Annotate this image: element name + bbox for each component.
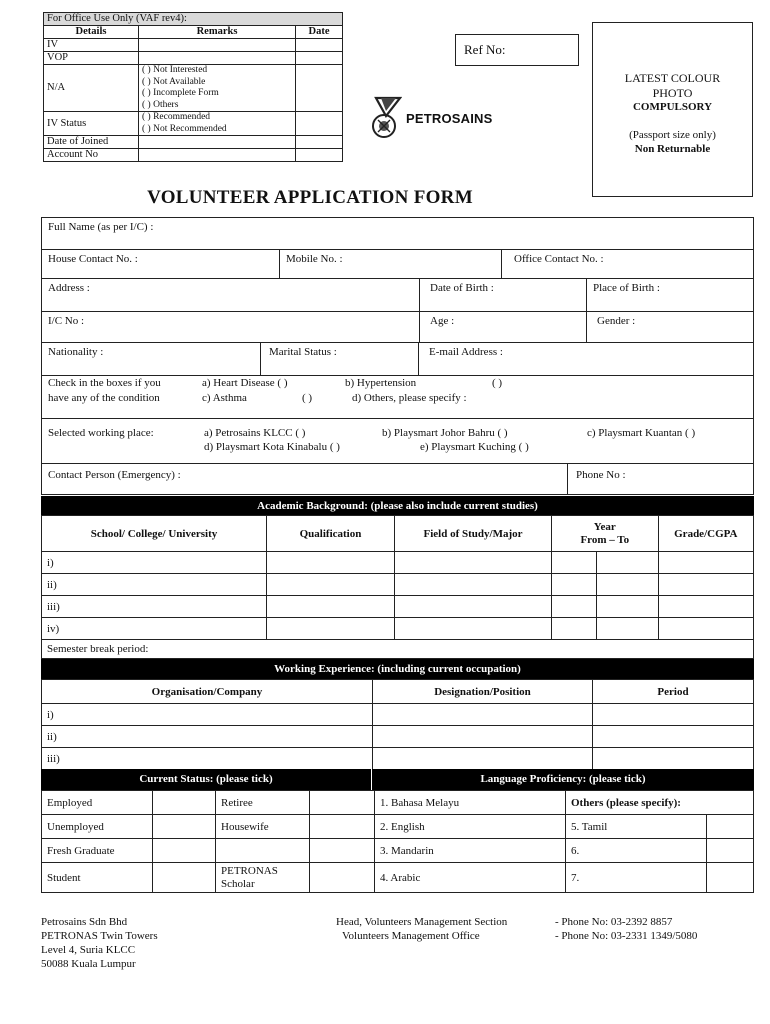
work-cell[interactable] <box>593 748 754 770</box>
work-header-designation: Designation/Position <box>373 680 593 704</box>
photo-line4: (Passport size only) <box>629 129 716 141</box>
office-row-iv: IV <box>44 39 139 52</box>
language-item: 4. Arabic <box>375 863 566 893</box>
ic-row <box>41 311 754 343</box>
workplace-option-e[interactable]: e) Playsmart Kuching ( ) <box>420 441 529 453</box>
status-item: PETRONAS Scholar <box>216 863 310 893</box>
dob-field[interactable] <box>419 279 586 311</box>
work-cell[interactable] <box>373 704 593 726</box>
na-option[interactable]: ( ) Not Available <box>142 76 206 87</box>
academic-header-field: Field of Study/Major <box>395 516 552 552</box>
academic-header-school: School/ College/ University <box>42 516 267 552</box>
footer-address <box>41 915 158 971</box>
photo-line3: COMPULSORY <box>632 101 713 113</box>
academic-cell[interactable] <box>395 552 552 574</box>
academic-cell[interactable] <box>597 596 659 618</box>
office-joined-remarks[interactable] <box>139 136 296 149</box>
academic-cell[interactable] <box>552 552 597 574</box>
pob-label: Place of Birth : <box>593 282 660 294</box>
nationality-row <box>41 342 754 376</box>
footer-phone: - Phone No: 03-2331 1349/5080 <box>555 930 698 942</box>
academic-cell[interactable] <box>395 574 552 596</box>
health-row <box>41 375 754 419</box>
footer-line: Petrosains Sdn Bhd <box>41 916 128 928</box>
workplace-row <box>41 418 754 464</box>
academic-cell[interactable] <box>395 618 552 640</box>
status-tick-box[interactable] <box>310 863 375 893</box>
marital-field[interactable] <box>260 343 418 375</box>
academic-cell[interactable] <box>658 596 753 618</box>
office-joined-date[interactable] <box>296 136 343 149</box>
office-header-date: Date <box>296 26 343 39</box>
status-item: Fresh Graduate <box>42 839 153 863</box>
language-others-label: Others (please specify): <box>566 791 754 815</box>
dob-label: Date of Birth : <box>430 282 494 294</box>
office-use-table <box>43 12 343 162</box>
status-tick-box[interactable] <box>153 863 216 893</box>
nationality-label: Nationality : <box>48 346 104 358</box>
academic-cell[interactable] <box>267 574 395 596</box>
language-other-item[interactable]: 6. <box>566 839 707 863</box>
office-row-iv-status: IV Status <box>44 112 139 136</box>
status-item <box>216 839 310 863</box>
logo-text: PETROSAINS <box>406 110 493 126</box>
status-language-bar <box>41 769 754 790</box>
petrosains-logo <box>372 96 493 140</box>
academic-row-label: iii) <box>42 596 267 618</box>
footer-line: 50088 Kuala Lumpur <box>41 958 136 970</box>
emergency-row <box>41 463 754 495</box>
footer-phone: - Phone No: 03-2392 8857 <box>555 916 673 928</box>
academic-bar: Academic Background: (please also include current studies) <box>41 496 754 516</box>
full-name-row[interactable] <box>41 217 754 250</box>
office-iv-status-options[interactable] <box>139 112 296 136</box>
status-tick-box[interactable] <box>153 839 216 863</box>
academic-cell[interactable] <box>658 574 753 596</box>
status-tick-box[interactable] <box>153 791 216 815</box>
office-contact-field[interactable] <box>501 250 753 278</box>
year-label: Year <box>593 520 616 533</box>
status-item: Retiree <box>216 791 310 815</box>
language-other-item[interactable]: 5. Tamil <box>566 815 707 839</box>
work-header-period: Period <box>593 680 754 704</box>
academic-cell[interactable] <box>597 552 659 574</box>
workplace-option-c[interactable]: c) Playsmart Kuantan ( ) <box>587 427 696 439</box>
academic-cell[interactable] <box>552 596 597 618</box>
emergency-phone-field[interactable] <box>567 464 753 494</box>
health-label-1: Check in the boxes if you <box>48 377 161 389</box>
status-tick-box[interactable] <box>310 791 375 815</box>
work-cell[interactable] <box>373 748 593 770</box>
status-tick-box[interactable] <box>310 815 375 839</box>
academic-cell[interactable] <box>658 618 753 640</box>
academic-cell[interactable] <box>658 552 753 574</box>
office-account-date[interactable] <box>296 149 343 162</box>
status-item: Housewife <box>216 815 310 839</box>
na-option[interactable]: ( ) Not Interested <box>142 65 208 75</box>
workplace-option-d[interactable]: d) Playsmart Kota Kinabalu ( ) <box>204 441 340 453</box>
academic-row-label: iv) <box>42 618 267 640</box>
photo-line2: PHOTO <box>652 86 693 100</box>
office-header-details: Details <box>44 26 139 39</box>
health-option-b-box[interactable]: ( ) <box>492 377 503 389</box>
language-item: 2. English <box>375 815 566 839</box>
office-iv-status-date[interactable] <box>296 112 343 136</box>
status-tick-box[interactable] <box>310 839 375 863</box>
status-item: Employed <box>42 791 153 815</box>
photo-line5: Non Returnable <box>634 143 711 155</box>
office-row-vop: VOP <box>44 52 139 65</box>
emergency-phone-label: Phone No : <box>576 469 626 481</box>
gender-label: Gender : <box>597 315 636 327</box>
status-bar-label: Current Status: (please tick) <box>139 773 273 785</box>
health-option-d[interactable]: d) Others, please specify : <box>352 392 467 404</box>
office-contact-label: Office Contact No. : <box>514 253 604 265</box>
office-vop-remarks[interactable] <box>139 52 296 65</box>
work-bar: Working Experience: (including current occupation) <box>41 659 754 679</box>
mobile-field[interactable] <box>279 250 501 278</box>
academic-header-grade: Grade/CGPA <box>658 516 753 552</box>
health-label-2: have any of the condition <box>48 392 160 404</box>
form-title: VOLUNTEER APPLICATION FORM <box>147 187 473 208</box>
workplace-option-a[interactable]: a) Petrosains KLCC ( ) <box>204 427 306 439</box>
academic-cell[interactable] <box>267 596 395 618</box>
age-field[interactable] <box>419 312 586 342</box>
marital-label: Marital Status : <box>269 346 337 358</box>
age-label: Age : <box>430 315 455 327</box>
address-row <box>41 278 754 312</box>
workplace-label: Selected working place: <box>48 427 154 439</box>
academic-header-year <box>552 516 659 552</box>
academic-cell[interactable] <box>597 574 659 596</box>
office-row-account-no: Account No <box>44 149 139 162</box>
footer-line: Volunteers Management Office <box>342 930 480 942</box>
office-iv-date[interactable] <box>296 39 343 52</box>
status-language-table <box>41 790 754 893</box>
language-item: 1. Bahasa Melayu <box>375 791 566 815</box>
work-cell[interactable] <box>593 726 754 748</box>
academic-cell[interactable] <box>552 618 597 640</box>
work-cell[interactable] <box>373 726 593 748</box>
health-option-a[interactable]: a) Heart Disease ( ) <box>202 377 288 389</box>
email-label: E-mail Address : <box>429 346 503 358</box>
language-other-item[interactable]: 7. <box>566 863 707 893</box>
office-account-remarks[interactable] <box>139 149 296 162</box>
office-header-remarks: Remarks <box>139 26 296 39</box>
work-header-organisation: Organisation/Company <box>42 680 373 704</box>
language-tick-box[interactable] <box>707 839 754 863</box>
gender-field[interactable] <box>586 312 753 342</box>
email-field[interactable] <box>418 343 753 375</box>
ic-label: I/C No : <box>48 315 85 327</box>
office-iv-remarks[interactable] <box>139 39 296 52</box>
petrosains-logo-icon <box>372 96 402 140</box>
work-row-label: ii) <box>42 726 373 748</box>
footer-line: PETRONAS Twin Towers <box>41 930 158 942</box>
academic-cell[interactable] <box>267 552 395 574</box>
footer-section <box>336 915 507 943</box>
photo-line1: LATEST COLOUR <box>624 71 721 85</box>
academic-header-qualification: Qualification <box>267 516 395 552</box>
house-contact-label: House Contact No. : <box>48 253 138 265</box>
academic-cell[interactable] <box>552 574 597 596</box>
health-option-c-box[interactable]: ( ) <box>302 392 313 404</box>
iv-status-option[interactable]: ( ) Recommended <box>142 112 211 122</box>
footer-phones <box>555 915 697 943</box>
ref-no-field[interactable]: Ref No: <box>455 34 579 66</box>
language-item: 3. Mandarin <box>375 839 566 863</box>
semester-break-field[interactable]: Semester break period: <box>42 640 754 659</box>
pob-field[interactable] <box>586 279 753 311</box>
work-row-label: i) <box>42 704 373 726</box>
full-name-label: Full Name (as per I/C) : <box>48 221 154 233</box>
status-tick-box[interactable] <box>153 815 216 839</box>
mobile-label: Mobile No. : <box>286 253 343 265</box>
workplace-option-b[interactable]: b) Playsmart Johor Bahru ( ) <box>382 427 508 439</box>
office-title: For Office Use Only (VAF rev4): <box>44 13 343 26</box>
academic-cell[interactable] <box>395 596 552 618</box>
office-row-na: N/A <box>44 65 139 112</box>
academic-row-label: ii) <box>42 574 267 596</box>
academic-cell[interactable] <box>597 618 659 640</box>
language-bar-label: Language Proficiency: (please tick) <box>480 773 646 785</box>
work-row-label: iii) <box>42 748 373 770</box>
status-item: Unemployed <box>42 815 153 839</box>
health-option-b[interactable]: b) Hypertension <box>345 377 417 389</box>
na-option[interactable]: ( ) Incomplete Form <box>142 88 219 98</box>
work-cell[interactable] <box>593 704 754 726</box>
photo-box <box>592 22 753 197</box>
iv-status-option[interactable]: ( ) Not Recommended <box>142 123 227 134</box>
work-table <box>41 679 754 770</box>
language-tick-box[interactable] <box>707 863 754 893</box>
footer-line: Level 4, Suria KLCC <box>41 944 136 956</box>
na-option[interactable]: ( ) Others <box>142 99 179 110</box>
academic-cell[interactable] <box>267 618 395 640</box>
status-item: Student <box>42 863 153 893</box>
office-vop-date[interactable] <box>296 52 343 65</box>
address-label: Address : <box>48 282 90 294</box>
health-option-c[interactable]: c) Asthma <box>202 392 247 404</box>
academic-row-label: i) <box>42 552 267 574</box>
office-na-options[interactable] <box>139 65 296 112</box>
academic-table <box>41 515 754 659</box>
emergency-contact-label: Contact Person (Emergency) : <box>48 469 181 481</box>
contact-row <box>41 249 754 279</box>
footer-line: Head, Volunteers Management Section <box>336 916 508 928</box>
office-row-date-joined: Date of Joined <box>44 136 139 149</box>
year-from-to-label: From – To <box>580 533 630 546</box>
language-tick-box[interactable] <box>707 815 754 839</box>
office-na-date[interactable] <box>296 65 343 112</box>
